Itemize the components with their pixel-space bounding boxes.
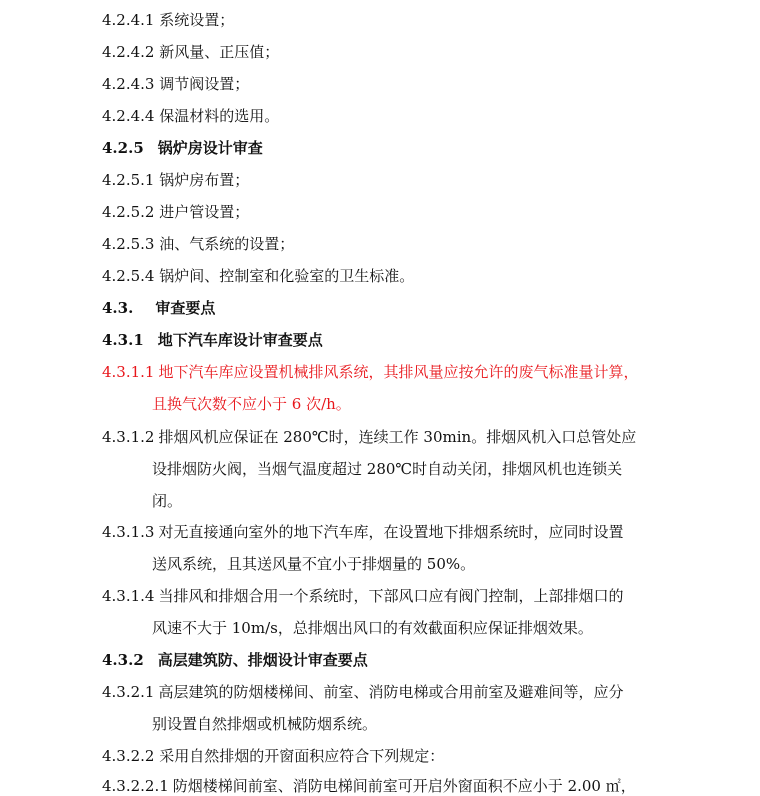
para-43221 xyxy=(102,776,636,796)
para-number: 4.3.1.4 xyxy=(102,587,155,605)
item-4253: 4.2.5.3 油、气系统的设置； xyxy=(102,235,295,253)
para-4321-line2: 别设置自然排烟或机械防烟系统。 xyxy=(152,715,378,733)
para-number: 4.3.1.1 xyxy=(102,363,155,381)
para-text: 对无直接通向室外的地下汽车库，在设置地下排烟系统时，应同时设置 xyxy=(158,523,624,541)
heading-text: 审查要点 xyxy=(155,299,216,317)
para-4314-line2: 风速不大于 10m/s，总排烟出风口的有效截面积应保证排烟效果。 xyxy=(152,619,593,637)
item-4244: 4.2.4.4 保温材料的选用。 xyxy=(102,107,280,125)
heading-number: 4.3.2 xyxy=(102,651,144,669)
heading-number: 4.2.5 xyxy=(102,139,144,157)
item-4243: 4.2.4.3 调节阀设置； xyxy=(102,75,250,93)
heading-text: 锅炉房设计审查 xyxy=(157,139,263,157)
item-4242: 4.2.4.2 新风量、正压值； xyxy=(102,43,280,61)
para-number: 4.3.1.2 xyxy=(102,428,155,446)
para-4313-line1 xyxy=(102,522,624,542)
para-number: 4.3.2.1 xyxy=(102,683,155,701)
heading-432 xyxy=(102,650,368,670)
heading-431 xyxy=(102,330,323,350)
para-4313-line2: 送风系统，且其送风量不宜小于排烟量的 50%。 xyxy=(152,555,476,573)
heading-text: 地下汽车库设计审查要点 xyxy=(157,331,323,349)
para-4312-line2: 设排烟防火阀，当烟气温度超过 280℃时自动关闭，排烟风机也连锁关 xyxy=(152,460,623,478)
para-4311-line1 xyxy=(102,362,639,382)
heading-text: 高层建筑防、排烟设计审查要点 xyxy=(157,651,368,669)
para-text: 排烟风机应保证在 280℃时，连续工作 30min。排烟风机入口总管处应 xyxy=(158,428,637,446)
para-4312-line3: 闭。 xyxy=(152,492,183,510)
para-4322: 4.3.2.2 采用自然排烟的开窗面积应符合下列规定： xyxy=(102,747,445,765)
para-4312-line1 xyxy=(102,427,636,447)
para-number: 4.3.2.2.1 xyxy=(102,777,169,795)
heading-425 xyxy=(102,138,263,158)
item-4254: 4.2.5.4 锅炉间、控制室和化验室的卫生标准。 xyxy=(102,267,415,285)
heading-43 xyxy=(102,298,215,318)
item-4251: 4.2.5.1 锅炉房布置； xyxy=(102,171,250,189)
para-4314-line1 xyxy=(102,586,624,606)
heading-number: 4.3. xyxy=(102,299,134,317)
para-text: 高层建筑的防烟楼梯间、前室、消防电梯或合用前室及避难间等，应分 xyxy=(158,683,624,701)
para-number: 4.3.1.3 xyxy=(102,523,155,541)
item-4252: 4.2.5.2 进户管设置； xyxy=(102,203,250,221)
para-text: 防烟楼梯间前室、消防电梯间前室可开启外窗面积不应小于 2.00 ㎡， xyxy=(172,777,636,795)
para-text: 当排风和排烟合用一个系统时，下部风口应有阀门控制，上部排烟口的 xyxy=(158,587,624,605)
para-text: 地下汽车库应设置机械排风系统，其排风量应按允许的废气标准量计算， xyxy=(158,363,639,381)
heading-number: 4.3.1 xyxy=(102,331,144,349)
para-4311-line2: 且换气次数不应小于 6 次/h。 xyxy=(152,395,351,413)
para-4321-line1 xyxy=(102,682,624,702)
item-4241: 4.2.4.1 系统设置； xyxy=(102,11,235,29)
